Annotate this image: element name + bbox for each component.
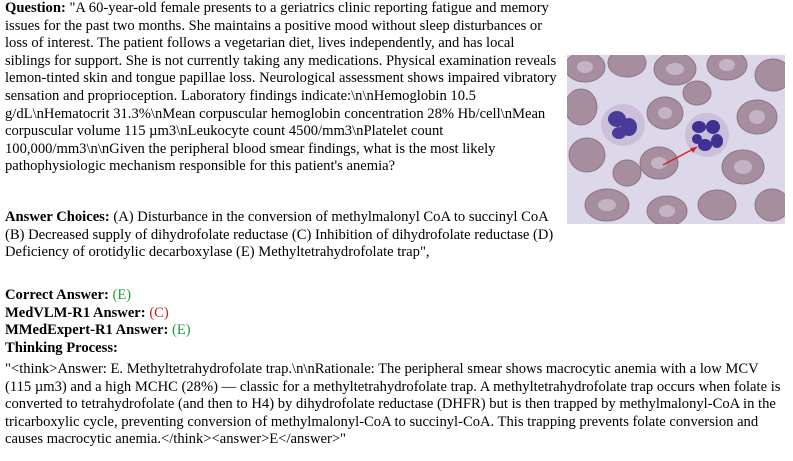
mmedexpert-answer-value: (E) (172, 322, 191, 339)
thinking-process-text: "<think>Answer: E. Methyltetrahydrofolate trap.\n\nRationale: The peripheral smear shows macrocytic anemia with a low MCV (115 µm3) and a high MCHC (28%) — classic for a methyltetrahydrofolate trap. A methyltetrahydrofolate trap occurs when folate is converted to tetrahydrofolate (and then to H4) by dihydrofolate reductase (DHFR) but is then trapped by methylmalonyl-CoA in the tricarboxylic cycle, preventing conversion of methylmalonyl-CoA to succinyl-CoA. This trapping prevents folate conversion and causes macrocytic anemia.</think><answer>E</answer>" (5, 361, 781, 448)
blood-smear-illustration (567, 55, 785, 224)
question-text: "A 60-year-old female presents to a geriatrics clinic reporting fatigue and memory issues for the past two months. She maintains a positive mood without sleep disturbances or loss of interest. The patient follows a vegetarian diet, lives independently, and has local siblings for support. She is not currently taking any medications. Physical examination reveals lemon-tinted skin and tongue papillae loss. Neurological assessment shows impaired vibratory sensation and proprioception. Laboratory findings indicate:\n\nHemoglobin 10.5 g/dL\nHematocrit 31.3%\nMean corpuscular hemoglobin concentration 28% Hb/cell\nMean corpuscular volume 115 µm3\nLeukocyte count 4500/mm3\nPlatelet count 100,000/mm3\n\nGiven the peripheral blood smear findings, what is the most likely pathophysiologic mechanism responsible for this patient's anemia? (5, 0, 557, 175)
answer-choices-label: Answer Choices: (5, 209, 110, 225)
correct-answer-line (5, 287, 785, 305)
correct-answer-value: (E) (112, 287, 132, 303)
answer-choices-block (5, 209, 567, 262)
mmedexpert-answer-label: MMedExpert-R1 Answer: (5, 322, 169, 339)
correct-answer-label: Correct Answer: (5, 287, 109, 303)
thinking-process-label: Thinking Process: (5, 339, 118, 356)
blood-smear-image (567, 55, 785, 224)
question-label: Question: (5, 0, 66, 16)
answer-choices-text: (A) Disturbance in the conversion of methylmalonyl CoA to succinyl CoA (B) Decreased supply of dihydrofolate reductase (C) Inhibition of dihydrofolate reductase (D) Deficiency of orotidylic decarboxylase (E) Methyltetrahydrofolate trap", (5, 209, 554, 261)
answers-block (5, 287, 785, 357)
medvlm-answer-value: (C) (149, 304, 169, 321)
thinking-process-block (5, 361, 787, 449)
mmedexpert-answer-line (5, 322, 785, 340)
question-block (5, 0, 560, 176)
medvlm-answer-label: MedVLM-R1 Answer: (5, 304, 146, 321)
thinking-process-heading (5, 340, 785, 358)
medvlm-answer-line (5, 305, 785, 323)
